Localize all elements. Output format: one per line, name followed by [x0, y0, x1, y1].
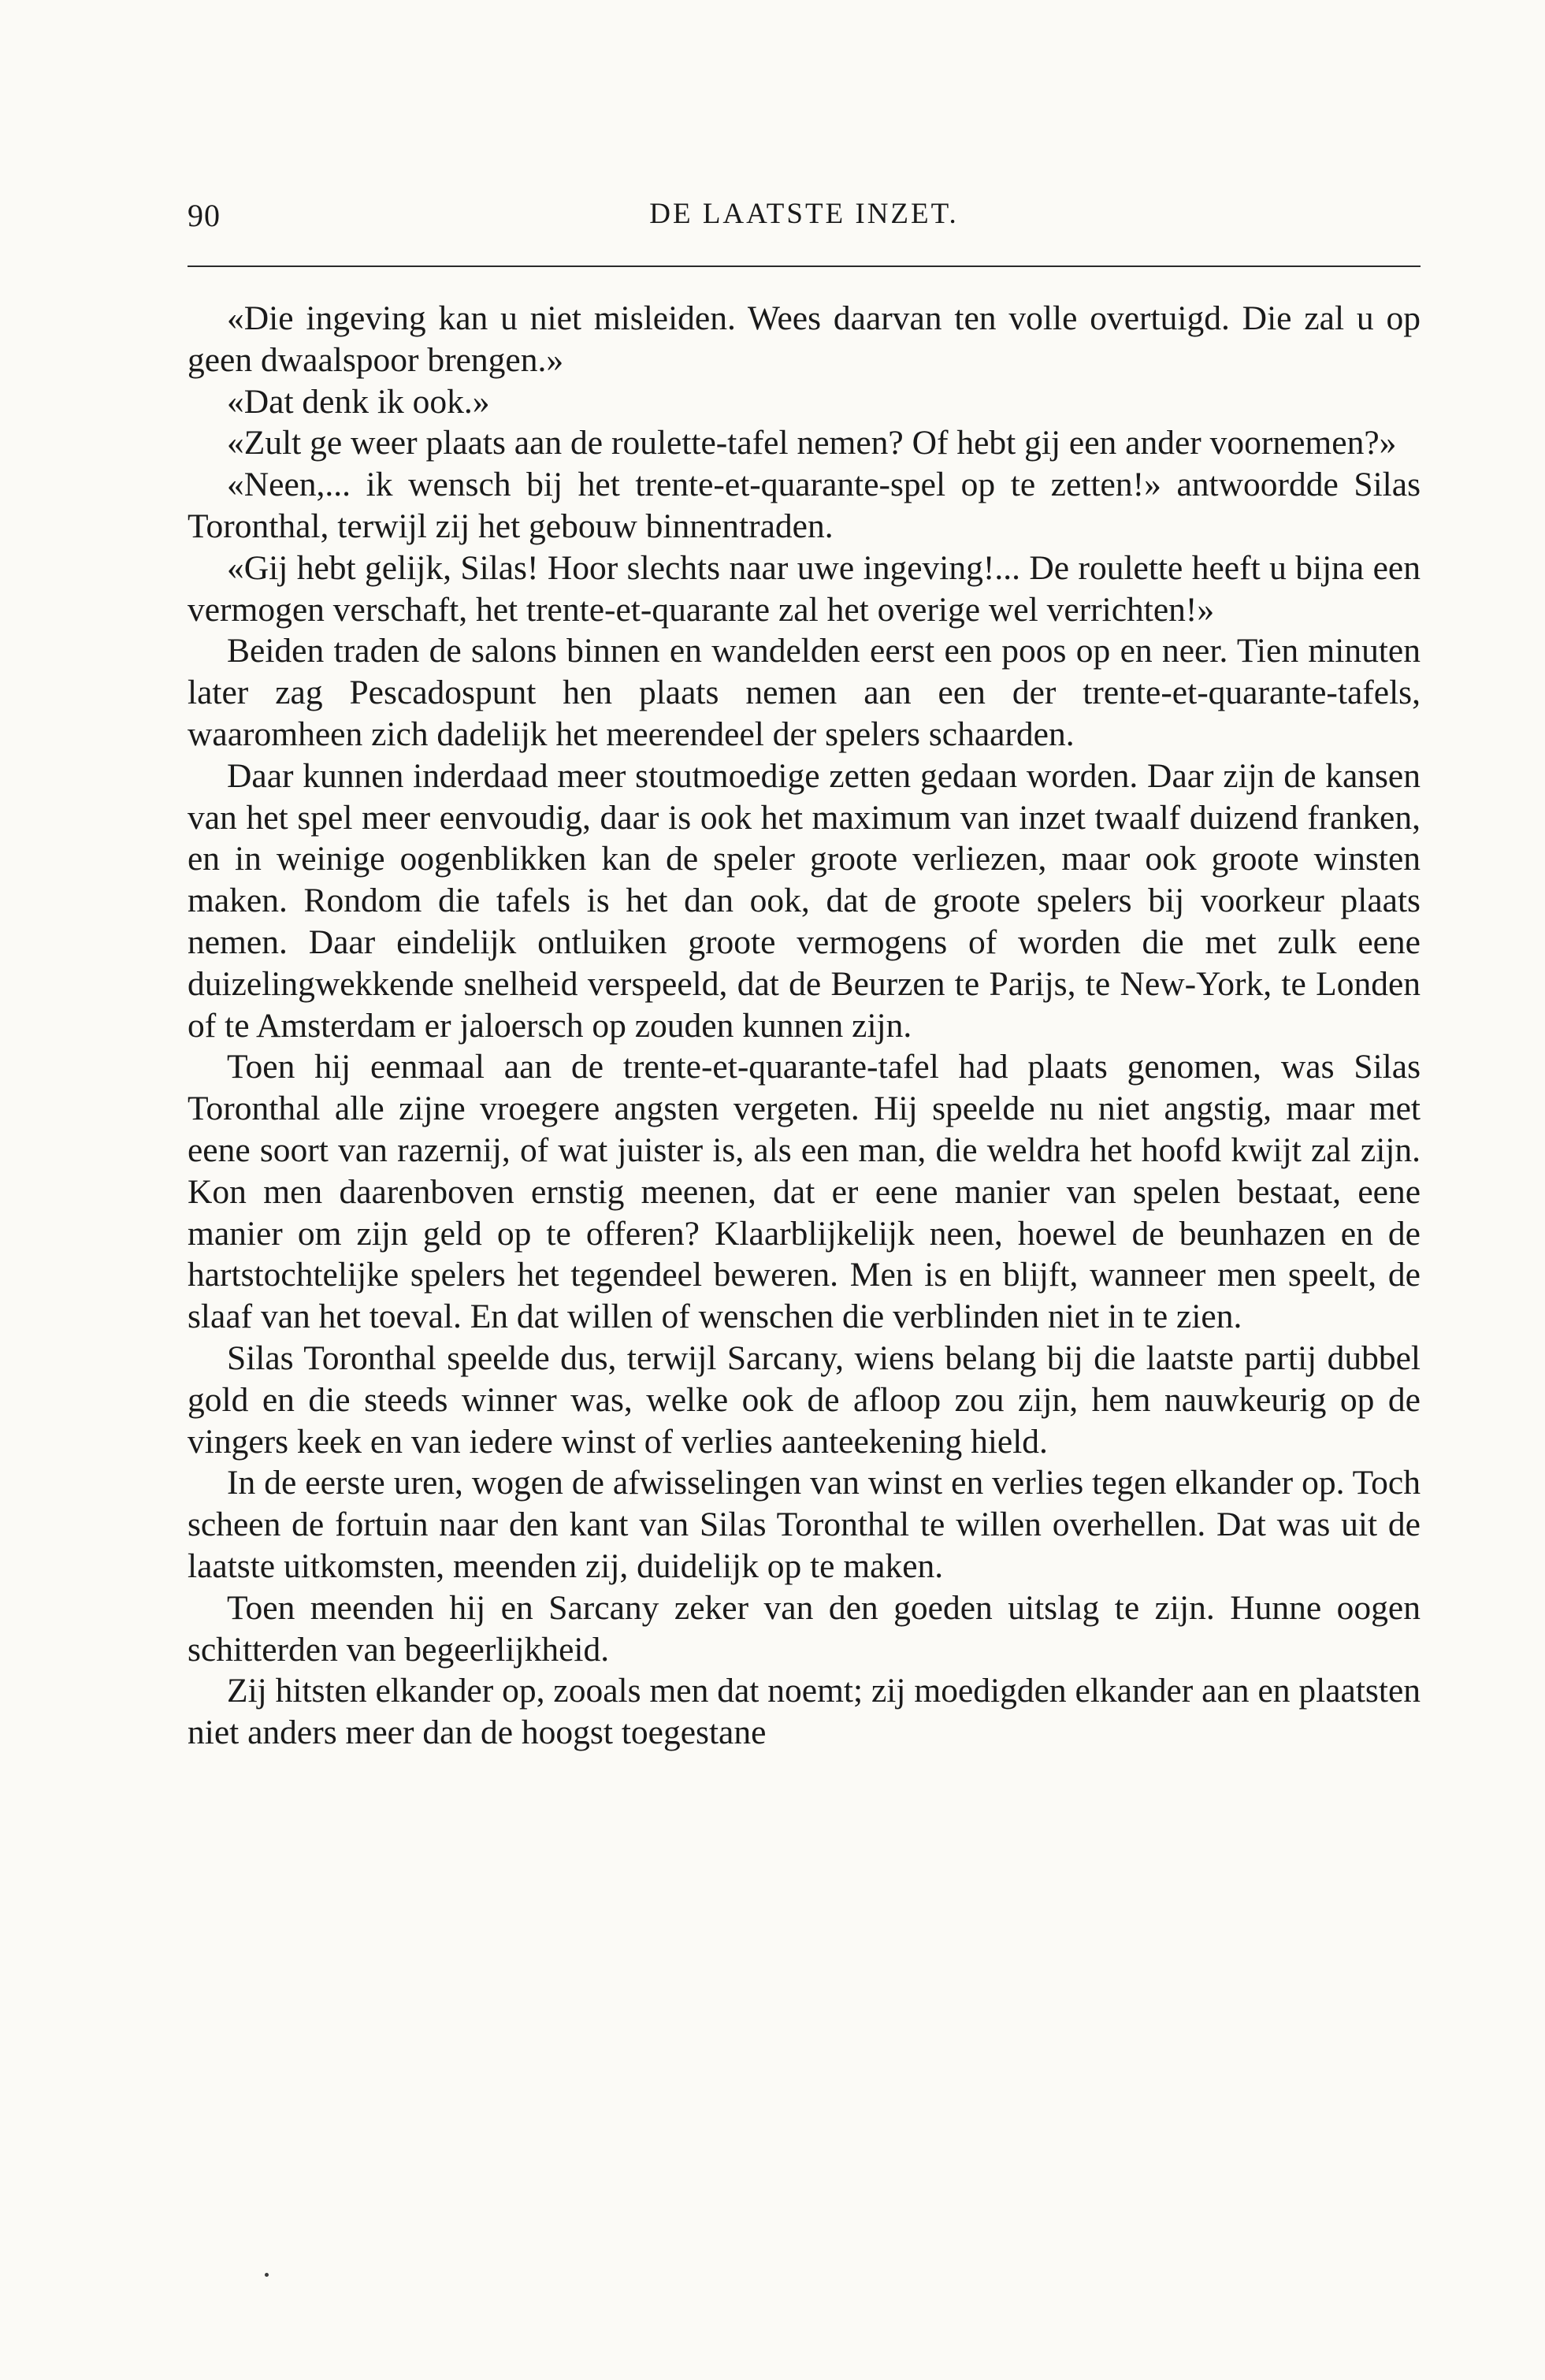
header-rule — [188, 265, 1421, 267]
paragraph: Beiden traden de salons binnen en wandelden eerst een poos op en neer. Tien minuten later zag Pescadospunt hen plaats nemen aan een der trente-et-quarante-tafels, waaromheen zich dadelijk het meerendeel der spelers schaarden. — [188, 632, 1421, 753]
paragraph: Zij hitsten elkander op, zooals men dat noemt; zij moedigden elkander aan en plaatsten niet anders meer dan de hoogst toegestane — [188, 1672, 1421, 1752]
paragraph: Toen meenden hij en Sarcany zeker van den goeden uitslag te zijn. Hunne oogen schitterden van begeerlijkheid. — [188, 1588, 1421, 1669]
paragraph: «Dat denk ik ook.» — [227, 382, 490, 421]
chapter-title: DE LAATSTE INZET. — [649, 198, 959, 230]
paragraph: «Zult ge weer plaats aan de roulette-tafel nemen? Of hebt gij een ander voornemen?» — [227, 424, 1397, 462]
paragraph: «Die ingeving kan u niet misleiden. Wees daarvan ten volle overtuigd. Die zal u op geen dwaalspoor brengen.» — [188, 299, 1421, 379]
paragraph: «Neen,... ik wensch bij het trente-et-quarante-spel op te zetten!» antwoordde Silas Toronthal, terwijl zij het gebouw binnentraden. — [188, 466, 1421, 545]
paragraph: Toen hij eenmaal aan de trente-et-quarante-tafel had plaats genomen, was Silas Toronthal alle zijne vroegere angsten vergeten. Hij speelde nu niet angstig, maar met eene soort van razernij, of wat juister is, als een man, die weldra het hoofd kwijt zal zijn. Kon men daarenboven ernstig meenen, dat er eene manier van spelen bestaat, eene manier om zijn geld op te offeren? Klaarblijkelijk neen, hoewel de beunhazen en de hartstochtelijke spelers het tegendeel beweren. Men is en blijft, wanneer men speelt, de slaaf van het toeval. En dat willen of wenschen die verblinden niet in te zien. — [188, 1048, 1421, 1336]
paragraph: Daar kunnen inderdaad meer stoutmoedige zetten gedaan worden. Daar zijn de kansen van het spel meer eenvoudig, daar is ook het maximum van inzet twaalf duizend franken, en in weinige oogenblikken kan de speler groote verliezen, maar ook groote winsten maken. Rondom die tafels is het dan ook, dat de groote spelers bij voorkeur plaats nemen. Daar eindelijk ontluiken groote vermogens of worden die met zulk eene duizelingwekkende snelheid verspeeld, dat de Beurzen te Parijs, te New-York, te Londen of te Amsterdam er jaloersch op zouden kunnen zijn. — [188, 756, 1421, 1045]
body-text — [188, 298, 1421, 1754]
paragraph: In de eerste uren, wogen de afwisselingen van winst en verlies tegen elkander op. Toch scheen de fortuin naar den kant van Silas Toronthal te willen overhellen. Dat was uit de laatste uitkomsten, meenden zij, duidelijk op te maken. — [188, 1464, 1421, 1585]
book-page — [188, 158, 1421, 1752]
paragraph: Silas Toronthal speelde dus, terwijl Sarcany, wiens belang bij die laatste partij dubbel gold en die steeds winner was, welke ook de afloop zou zijn, hem nauwkeurig op de vingers keek en van iedere winst of verlies aanteekening hield. — [188, 1339, 1421, 1461]
paragraph: «Gij hebt gelijk, Silas! Hoor slechts naar uwe ingeving!... De roulette heeft u bijna een vermogen verschaft, het trente-et-quarante zal het overige wel verrichten!» — [188, 548, 1421, 629]
ink-speck — [265, 2273, 269, 2277]
page-number: 90 — [188, 198, 221, 233]
running-head — [188, 158, 1421, 233]
